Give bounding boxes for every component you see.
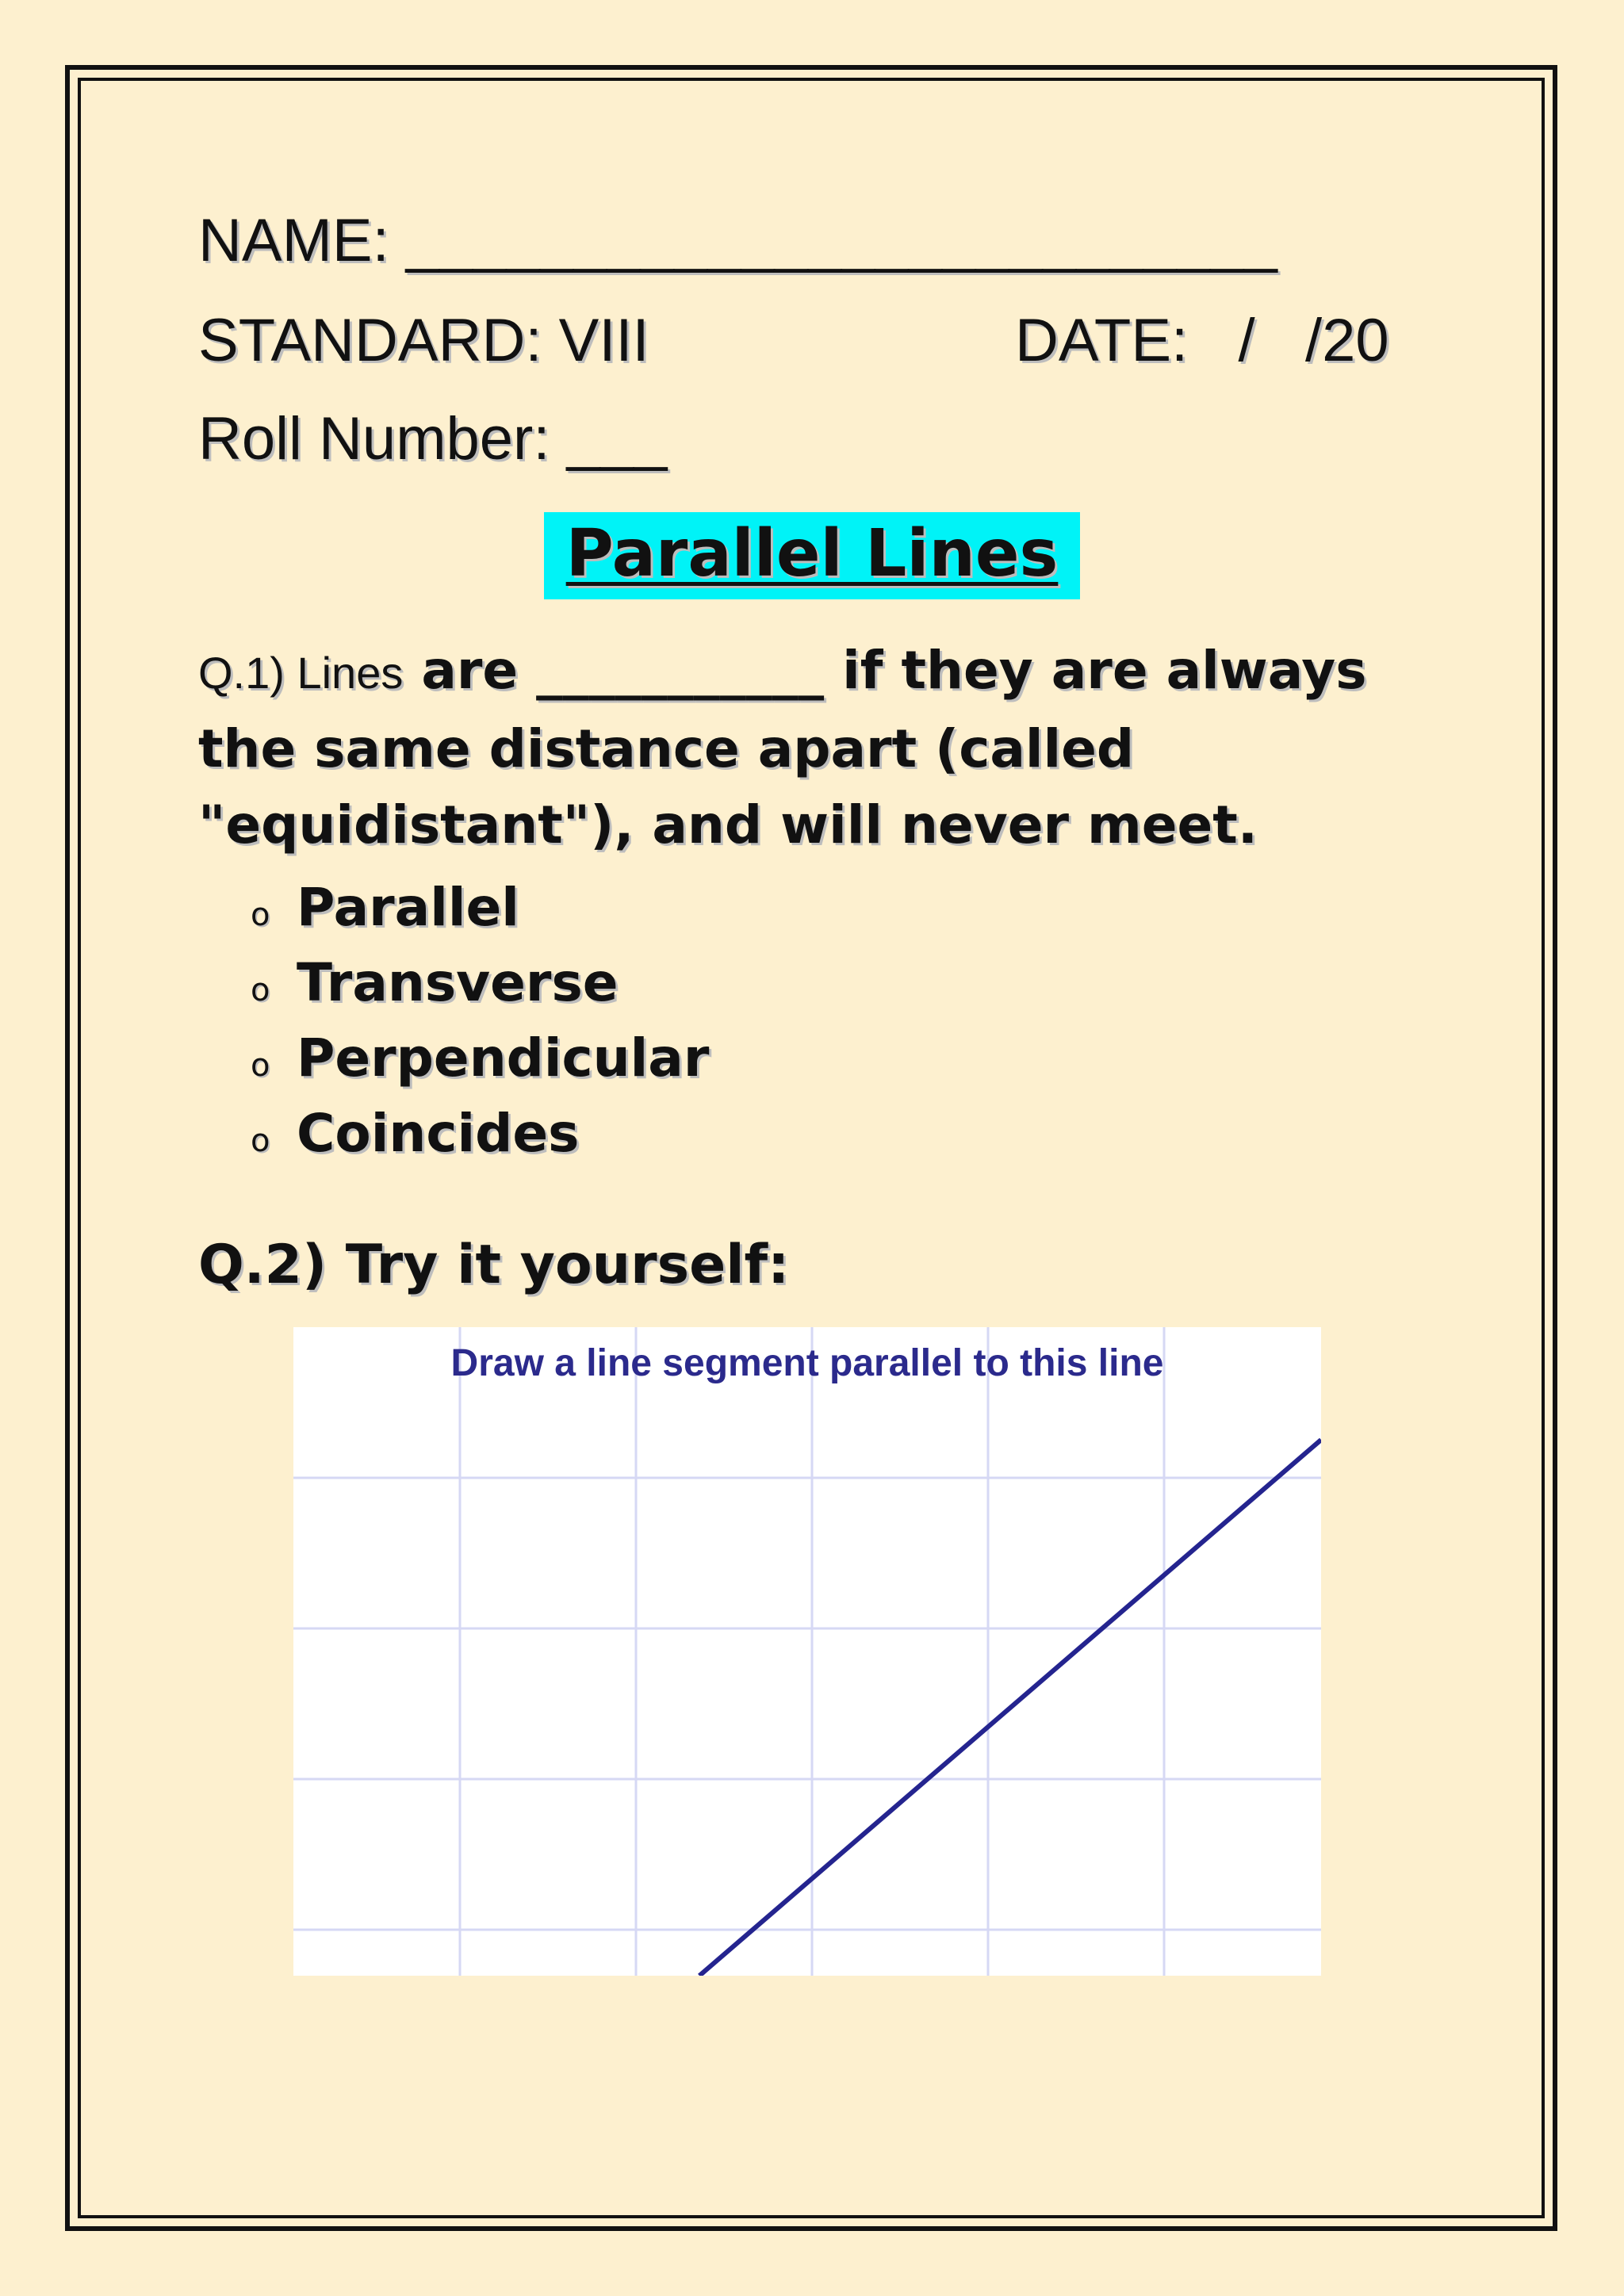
drawing-grid-figure[interactable] [293, 1327, 1321, 1976]
name-field[interactable]: NAME: __________________________ [198, 207, 1277, 274]
option-label: Coincides [297, 1103, 580, 1164]
circle-bullet-icon: o [251, 897, 270, 933]
page-title: Parallel Lines [565, 516, 1059, 591]
question-1-options [251, 877, 710, 1183]
reference-line-segment [699, 1440, 1321, 1976]
roll-number-field[interactable]: Roll Number: ___ [198, 405, 668, 473]
question-1-text: are ___________ if they are always the same distance apart (called "equidistant"), and will never meet. [198, 640, 1367, 855]
option-coincides[interactable] [251, 1103, 709, 1183]
circle-bullet-icon: o [251, 1047, 270, 1084]
option-label: Parallel [297, 877, 519, 938]
question-2: Q.2) Try it yourself: [198, 1234, 790, 1296]
question-1-lead: Q.1) Lines [198, 648, 404, 698]
option-parallel[interactable] [251, 877, 709, 957]
question-1 [198, 633, 1435, 863]
circle-bullet-icon: o [251, 972, 270, 1008]
date-field[interactable]: DATE: / /20 [1015, 307, 1389, 374]
option-transverse[interactable] [251, 952, 709, 1032]
option-label: Transverse [297, 952, 619, 1013]
grid-lines [293, 1327, 1321, 1976]
title-highlight [544, 512, 1080, 599]
option-label: Perpendicular [297, 1027, 710, 1089]
standard-label: STANDARD: VIII [198, 307, 649, 374]
grid-canvas[interactable] [293, 1327, 1321, 1976]
circle-bullet-icon: o [251, 1123, 270, 1159]
option-perpendicular[interactable] [251, 1027, 710, 1108]
figure-caption: Draw a line segment parallel to this line [450, 1342, 1164, 1384]
